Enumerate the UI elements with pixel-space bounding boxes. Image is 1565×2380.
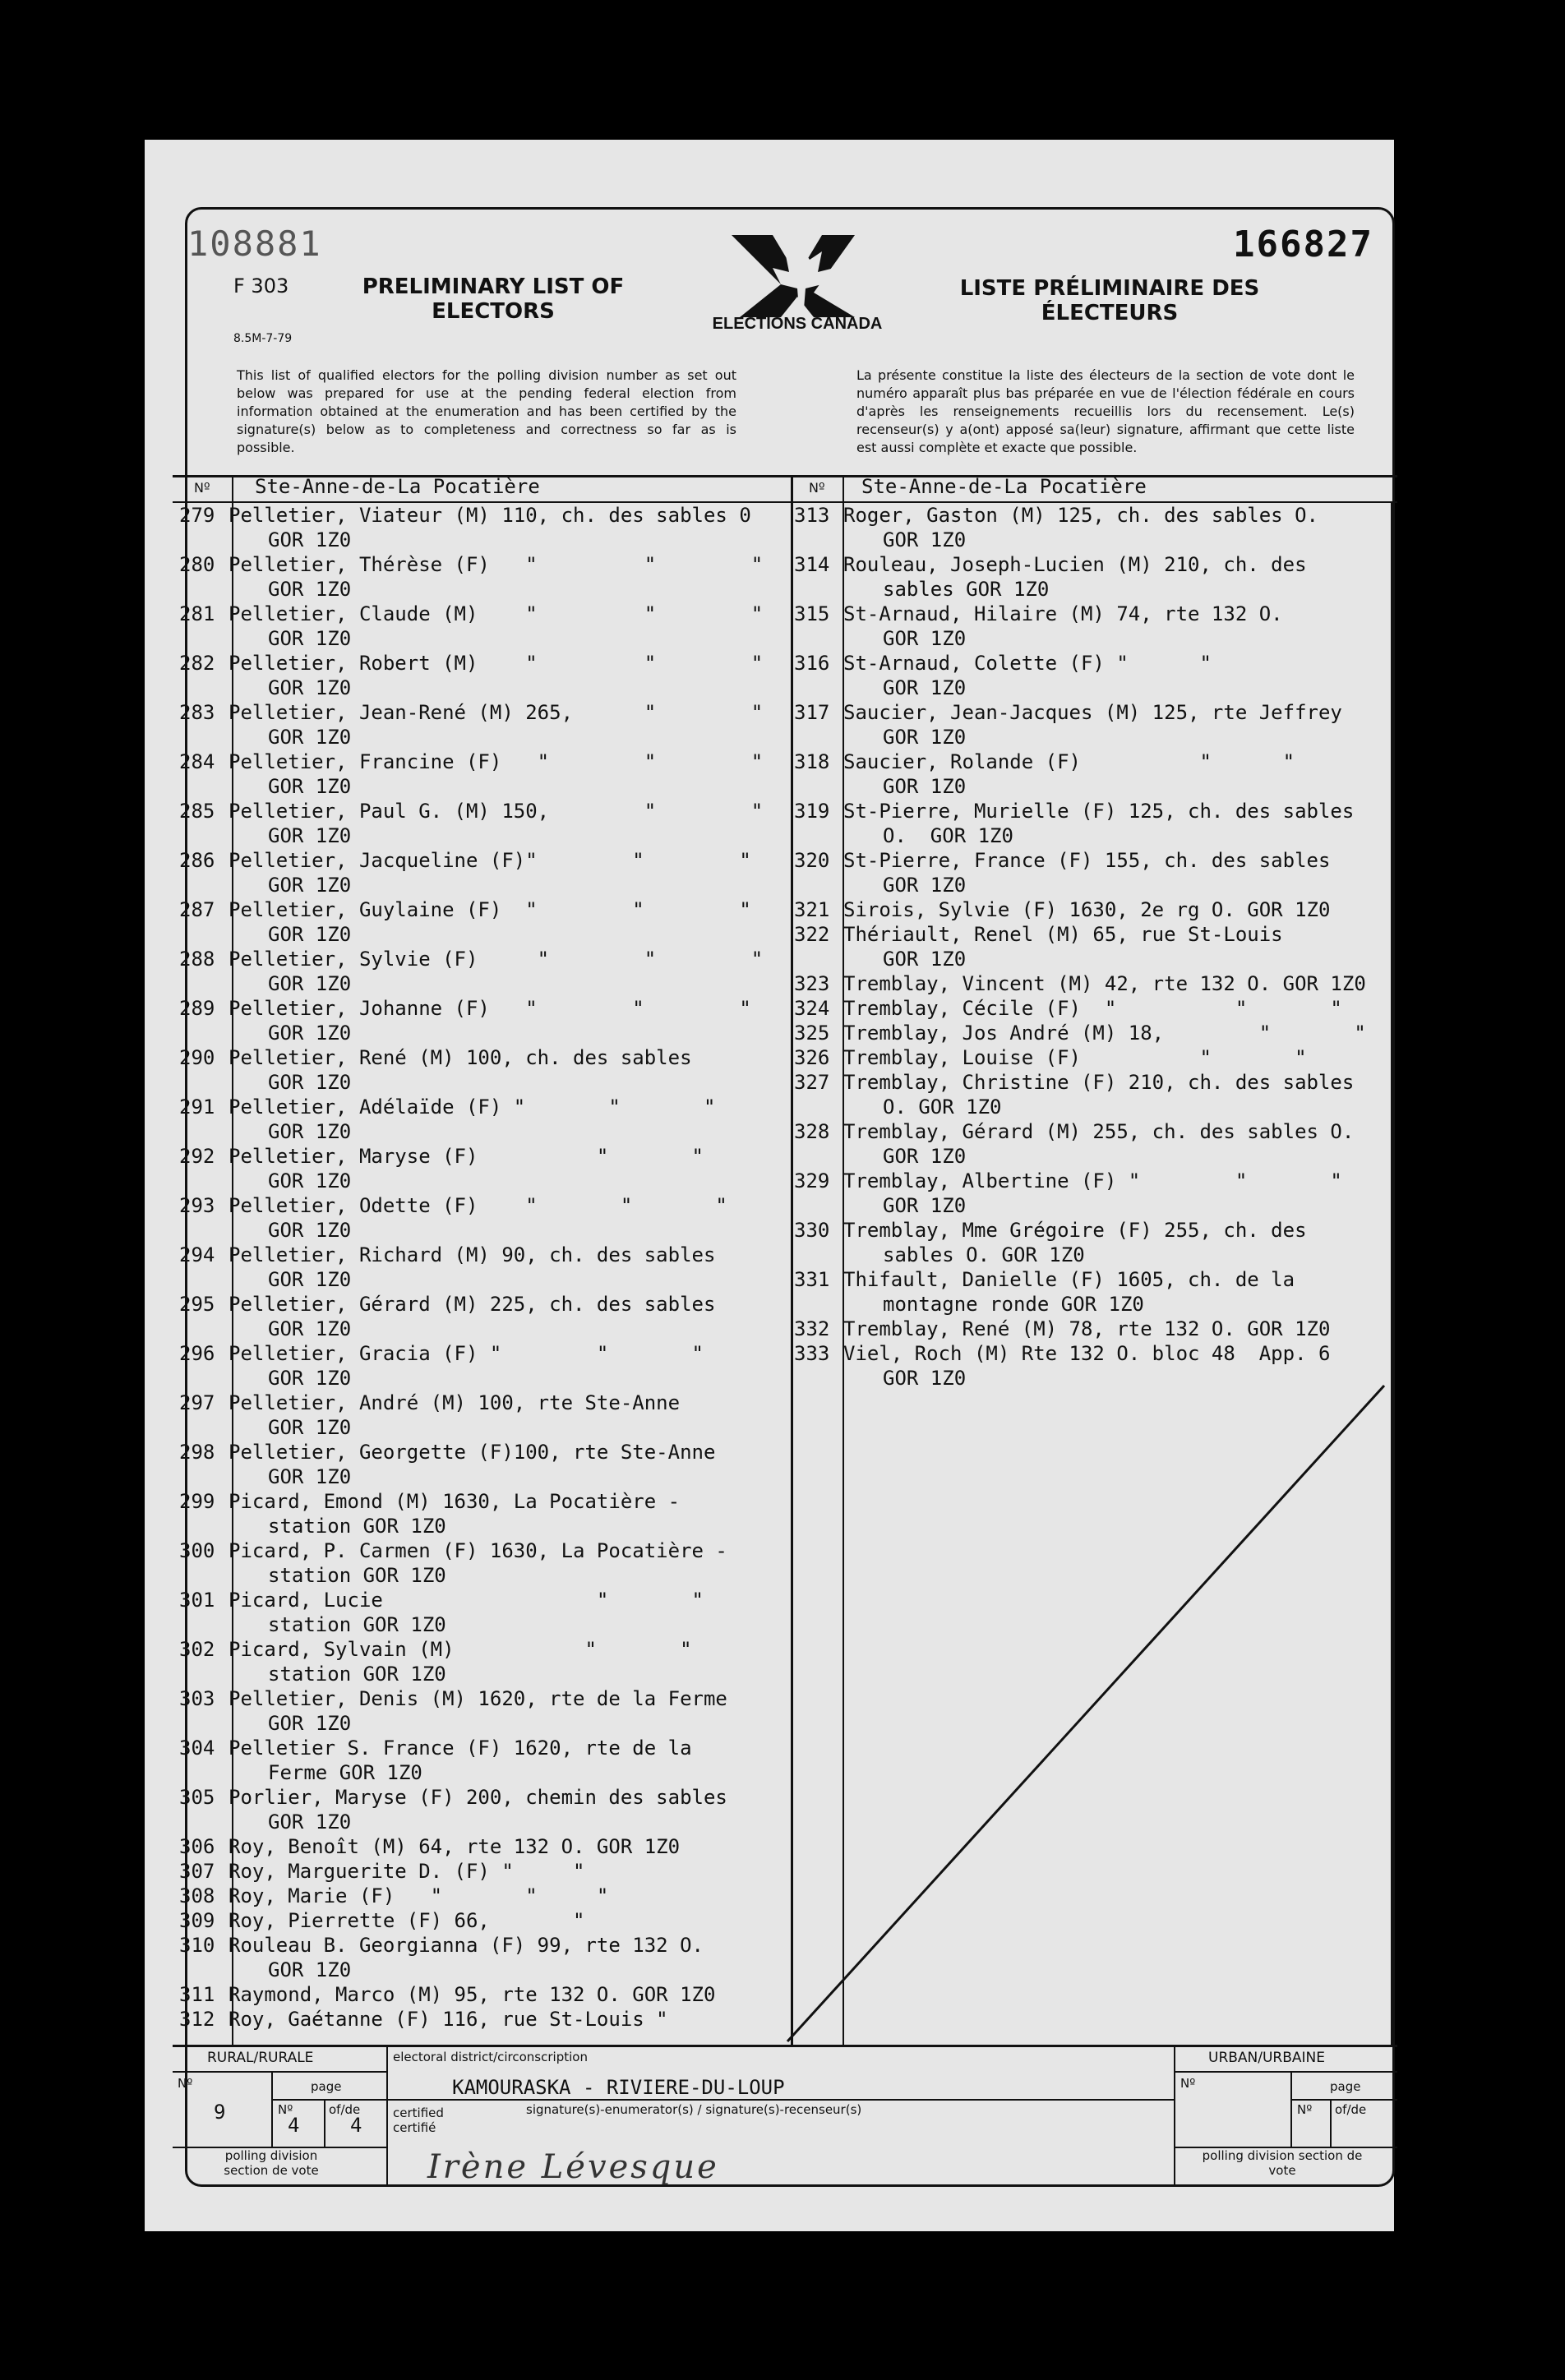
elector-line-1: Tremblay, Cécile (F) " " " (843, 997, 1342, 1020)
print-code: 8.5M-7-79 (233, 332, 293, 345)
rural-of-divider (324, 2099, 325, 2147)
elector-line-1: Tremblay, Albertine (F) " " " (843, 1169, 1342, 1192)
page-number: 4 (288, 2114, 300, 2137)
elector-number: 295 (179, 1293, 215, 1316)
elector-line-2: GOR 1Z0 (883, 1367, 967, 1390)
rural-polling-label: polling division section de vote (224, 2148, 319, 2178)
elector-number: 323 (794, 972, 830, 995)
elector-number: 309 (179, 1909, 215, 1932)
elector-line-1: Tremblay, Christine (F) 210, ch. des sables (843, 1071, 1355, 1094)
elector-number: 303 (179, 1687, 215, 1710)
elector-line-2: sables O. GOR 1Z0 (883, 1243, 1085, 1266)
elector-line-1: Pelletier, Claude (M) " " " (229, 602, 764, 625)
elector-number: 307 (179, 1860, 215, 1883)
rural-no-divider (271, 2073, 273, 2147)
elector-line-1: Raymond, Marco (M) 95, rte 132 O. GOR 1Z0 (229, 1983, 716, 2006)
elector-line-2: GOR 1Z0 (268, 923, 352, 946)
elector-number: 314 (794, 553, 830, 576)
elector-line-2: GOR 1Z0 (268, 972, 352, 995)
elector-line-1: Pelletier, André (M) 100, rte Ste-Anne (229, 1391, 681, 1414)
elector-line-2: sables GOR 1Z0 (883, 578, 1050, 601)
elector-number: 297 (179, 1391, 215, 1414)
elector-line-2: GOR 1Z0 (268, 1071, 352, 1094)
elector-line-1: Pelletier, Richard (M) 90, ch. des sables (229, 1243, 716, 1266)
elector-number: 325 (794, 1022, 830, 1045)
elector-line-1: St-Arnaud, Colette (F) " " (843, 652, 1212, 675)
right-place-header: Ste-Anne-de-La Pocatière (861, 475, 1147, 498)
elector-line-1: Pelletier, Jacqueline (F)" " " (229, 849, 751, 872)
elector-line-2: GOR 1Z0 (883, 775, 967, 798)
elector-line-1: Pelletier, Maryse (F) " " (229, 1145, 704, 1168)
elector-line-1: Pelletier, Paul G. (M) 150, " " (229, 800, 764, 823)
elector-number: 293 (179, 1194, 215, 1217)
elector-number: 306 (179, 1835, 215, 1858)
elector-line-1: Pelletier, Georgette (F)100, rte Ste-Anne (229, 1441, 716, 1464)
elector-number: 320 (794, 849, 830, 872)
urban-page-rule (1290, 2099, 1397, 2101)
elector-number: 333 (794, 1342, 830, 1365)
elector-line-2: GOR 1Z0 (268, 1465, 352, 1488)
footer-divider-right (1174, 2045, 1175, 2184)
elector-number: 315 (794, 602, 830, 625)
elector-line-1: Tremblay, Mme Grégoire (F) 255, ch. des (843, 1219, 1307, 1242)
serial-stamp: 108881 (187, 224, 322, 264)
elector-line-1: Roy, Marie (F) " " " (229, 1884, 609, 1907)
page-total: 4 (350, 2114, 362, 2137)
elector-number: 288 (179, 948, 215, 971)
rural-no-label: Nº (178, 2076, 193, 2091)
enumerator-signature: Irène Lévesque (427, 2148, 719, 2186)
elector-number: 327 (794, 1071, 830, 1094)
elector-line-2: GOR 1Z0 (268, 726, 352, 749)
title-english: PRELIMINARY LIST OF ELECTORS (362, 274, 625, 324)
elector-line-1: Pelletier, Robert (M) " " " (229, 652, 764, 675)
elector-line-1: Roy, Marguerite D. (F) " " (229, 1860, 585, 1883)
elector-line-1: Sirois, Sylvie (F) 1630, 2e rg O. GOR 1Z0 (843, 898, 1331, 921)
footer-top-rule (173, 2045, 1397, 2047)
logo-text: ELECTIONS CANADA (712, 315, 883, 333)
elector-line-1: Viel, Roch (M) Rte 132 O. bloc 48 App. 6 (843, 1342, 1331, 1365)
elector-line-1: Picard, P. Carmen (F) 1630, La Pocatière - (229, 1539, 727, 1562)
elector-line-1: Picard, Lucie " " (229, 1589, 704, 1612)
urban-no-label: Nº (1180, 2076, 1196, 2091)
urban-page-no-label: Nº (1297, 2102, 1313, 2117)
elector-line-2: Ferme GOR 1Z0 (268, 1761, 422, 1784)
elector-line-1: Pelletier, Thérèse (F) " " " (229, 553, 764, 576)
elector-number: 312 (179, 2008, 215, 2031)
elector-line-2: GOR 1Z0 (883, 627, 967, 650)
elector-number: 317 (794, 701, 830, 724)
urban-of-label: of/de (1335, 2102, 1367, 2117)
elector-number: 308 (179, 1884, 215, 1907)
elector-line-1: Saucier, Rolande (F) " " (843, 750, 1295, 773)
elector-number: 313 (794, 504, 830, 527)
elector-line-2: GOR 1Z0 (268, 775, 352, 798)
elector-line-2: GOR 1Z0 (268, 1712, 352, 1735)
elector-line-1: St-Pierre, Murielle (F) 125, ch. des sables (843, 800, 1355, 823)
urban-polling-label: polling division section de vote (1202, 2148, 1363, 2178)
elector-line-2: GOR 1Z0 (268, 874, 352, 897)
elector-line-2: GOR 1Z0 (268, 676, 352, 699)
elector-line-1: Porlier, Maryse (F) 200, chemin des sables (229, 1786, 727, 1809)
elector-line-2: GOR 1Z0 (883, 726, 967, 749)
urban-label: URBAN/URBAINE (1208, 2050, 1326, 2066)
elector-line-1: Roger, Gaston (M) 125, ch. des sables O. (843, 504, 1318, 527)
elector-line-2: GOR 1Z0 (268, 1367, 352, 1390)
elector-line-1: Tremblay, René (M) 78, rte 132 O. GOR 1Z0 (843, 1317, 1331, 1340)
elector-line-1: Roy, Pierrette (F) 66, " (229, 1909, 585, 1932)
elector-line-2: GOR 1Z0 (268, 627, 352, 650)
elector-number: 304 (179, 1737, 215, 1760)
elector-line-1: Tremblay, Gérard (M) 255, ch. des sables O. (843, 1120, 1355, 1143)
elector-line-1: Tremblay, Louise (F) " " (843, 1046, 1307, 1069)
elector-number: 299 (179, 1490, 215, 1513)
elector-number: 292 (179, 1145, 215, 1168)
serial-number: 166827 (1233, 224, 1373, 265)
elector-line-1: Roy, Gaétanne (F) 116, rue St-Louis " (229, 2008, 668, 2031)
rural-page-label: page (311, 2079, 342, 2094)
elector-number: 282 (179, 652, 215, 675)
elector-line-2: GOR 1Z0 (268, 1219, 352, 1242)
elector-number: 284 (179, 750, 215, 773)
elector-number: 281 (179, 602, 215, 625)
polling-division-number: 9 (214, 2101, 226, 2124)
elector-number: 328 (794, 1120, 830, 1143)
rural-label: RURAL/RURALE (207, 2050, 314, 2066)
elector-line-2: GOR 1Z0 (268, 1317, 352, 1340)
intro-english: This list of qualified electors for the polling division number as set out below was prepared for use at the pending federal election from information obtained at the enumeration and has been certified by the signature(s) below as to completeness and correctness so far as is possible. (237, 367, 736, 455)
urban-of-divider (1330, 2099, 1332, 2147)
intro-french: La présente constitue la liste des électeurs de la section de vote dont le numéro apparaît plus bas préparée en vue de l'élection fédérale en cours d'après les renseignements recueillis lors du recensement. Le(s) recenseur(s) y a(ont) apposé sa(leur) signature, affirmant que cette liste est aussi complète et exacte que possible. (856, 367, 1355, 455)
rural-page-no-label: Nº (278, 2102, 293, 2117)
urban-no-divider (1290, 2073, 1292, 2147)
elector-line-1: Pelletier, Gracia (F) " " " (229, 1342, 704, 1365)
elector-line-1: Pelletier, Johanne (F) " " " (229, 997, 751, 1020)
elector-number: 326 (794, 1046, 830, 1069)
elector-line-1: Thifault, Danielle (F) 1605, ch. de la (843, 1268, 1295, 1291)
elector-number: 289 (179, 997, 215, 1020)
right-number-header: Nº (809, 480, 825, 496)
elector-line-1: St-Pierre, France (F) 155, ch. des sables (843, 849, 1331, 872)
elector-line-2: GOR 1Z0 (268, 1958, 352, 1981)
elector-line-1: Pelletier, Viateur (M) 110, ch. des sables 0 (229, 504, 751, 527)
elector-line-2: station GOR 1Z0 (268, 1564, 446, 1587)
elector-line-1: Pelletier, Gérard (M) 225, ch. des sables (229, 1293, 716, 1316)
elector-line-2: GOR 1Z0 (268, 1022, 352, 1045)
elector-line-2: O. GOR 1Z0 (883, 824, 1013, 847)
elector-number: 290 (179, 1046, 215, 1069)
elector-line-1: Thériault, Renel (M) 65, rue St-Louis (843, 923, 1283, 946)
elector-line-2: GOR 1Z0 (883, 528, 967, 551)
elector-line-1: Picard, Emond (M) 1630, La Pocatière - (229, 1490, 681, 1513)
elector-line-2: GOR 1Z0 (268, 1416, 352, 1439)
elector-line-1: Tremblay, Jos André (M) 18, " " (843, 1022, 1366, 1045)
elector-number: 321 (794, 898, 830, 921)
electoral-district: KAMOURASKA - RIVIERE-DU-LOUP (452, 2076, 785, 2099)
elector-line-1: Pelletier, René (M) 100, ch. des sables (229, 1046, 692, 1069)
elector-line-2: GOR 1Z0 (268, 824, 352, 847)
elector-number: 287 (179, 898, 215, 921)
urban-header-rule (1175, 2071, 1397, 2073)
elector-line-2: GOR 1Z0 (268, 1268, 352, 1291)
elector-line-1: Tremblay, Vincent (M) 42, rte 132 O. GOR 1Z0 (843, 972, 1366, 995)
elector-line-1: Rouleau B. Georgianna (F) 99, rte 132 O. (229, 1934, 704, 1957)
elector-line-2: GOR 1Z0 (883, 1145, 967, 1168)
elector-number: 322 (794, 923, 830, 946)
elector-number: 279 (179, 504, 215, 527)
elector-line-2: GOR 1Z0 (268, 578, 352, 601)
elector-line-1: Pelletier, Francine (F) " " " (229, 750, 764, 773)
elector-number: 296 (179, 1342, 215, 1365)
elector-line-1: Saucier, Jean-Jacques (M) 125, rte Jeffrey (843, 701, 1342, 724)
elector-number: 291 (179, 1095, 215, 1119)
elector-number: 329 (794, 1169, 830, 1192)
elector-number: 311 (179, 1983, 215, 2006)
elector-number: 283 (179, 701, 215, 724)
left-place-header: Ste-Anne-de-La Pocatière (255, 475, 540, 498)
elector-line-1: Picard, Sylvain (M) " " (229, 1638, 692, 1661)
elector-line-2: GOR 1Z0 (883, 676, 967, 699)
title-french: LISTE PRÉLIMINAIRE DES ÉLECTEURS (959, 276, 1260, 325)
elector-line-2: GOR 1Z0 (883, 1194, 967, 1217)
rural-header-rule (173, 2071, 388, 2073)
elector-line-2: GOR 1Z0 (268, 528, 352, 551)
elector-line-2: GOR 1Z0 (268, 1120, 352, 1143)
elector-number: 285 (179, 800, 215, 823)
elector-line-2: GOR 1Z0 (268, 1810, 352, 1833)
elector-number: 305 (179, 1786, 215, 1809)
elector-line-1: Rouleau, Joseph-Lucien (M) 210, ch. des (843, 553, 1307, 576)
elector-line-1: Pelletier, Adélaïde (F) " " " (229, 1095, 716, 1119)
elector-line-2: GOR 1Z0 (883, 948, 967, 971)
elector-number: 324 (794, 997, 830, 1020)
elector-line-2: station GOR 1Z0 (268, 1613, 446, 1636)
elector-line-2: O. GOR 1Z0 (883, 1095, 1002, 1119)
elector-line-1: Pelletier, Jean-René (M) 265, " " (229, 701, 764, 724)
certified-label: certified certifié (393, 2106, 444, 2135)
elector-line-1: Pelletier, Odette (F) " " " (229, 1194, 727, 1217)
footer-divider-left (386, 2045, 388, 2184)
elector-line-2: station GOR 1Z0 (268, 1515, 446, 1538)
elector-line-1: Pelletier, Sylvie (F) " " " (229, 948, 764, 971)
elector-number: 316 (794, 652, 830, 675)
district-label: electoral district/circonscription (393, 2050, 588, 2064)
elector-number: 310 (179, 1934, 215, 1957)
rural-of-label: of/de (329, 2102, 361, 2117)
elector-number: 280 (179, 553, 215, 576)
elector-line-2: GOR 1Z0 (883, 874, 967, 897)
elector-line-2: station GOR 1Z0 (268, 1663, 446, 1686)
elector-number: 298 (179, 1441, 215, 1464)
elector-line-2: GOR 1Z0 (268, 1169, 352, 1192)
elector-number: 332 (794, 1317, 830, 1340)
elector-line-1: Pelletier S. France (F) 1620, rte de la (229, 1737, 692, 1760)
elector-line-1: Pelletier, Denis (M) 1620, rte de la Ferme (229, 1687, 727, 1710)
signature-label: signature(s)-enumerator(s) / signature(s)-recenseur(s) (526, 2102, 862, 2117)
elector-number: 318 (794, 750, 830, 773)
elector-number: 294 (179, 1243, 215, 1266)
elector-number: 301 (179, 1589, 215, 1612)
elector-number: 330 (794, 1219, 830, 1242)
form-code: F 303 (233, 274, 289, 298)
left-number-header: Nº (194, 480, 210, 496)
elector-line-1: Pelletier, Guylaine (F) " " " (229, 898, 751, 921)
elector-line-1: St-Arnaud, Hilaire (M) 74, rte 132 O. (843, 602, 1283, 625)
urban-page-label: page (1330, 2079, 1361, 2094)
elector-line-2: montagne ronde GOR 1Z0 (883, 1293, 1144, 1316)
district-rule (388, 2099, 1175, 2101)
elector-line-1: Roy, Benoît (M) 64, rte 132 O. GOR 1Z0 (229, 1835, 681, 1858)
elector-number: 286 (179, 849, 215, 872)
elector-number: 300 (179, 1539, 215, 1562)
rural-page-rule (271, 2099, 388, 2101)
elector-number: 302 (179, 1638, 215, 1661)
elector-number: 319 (794, 800, 830, 823)
elector-number: 331 (794, 1268, 830, 1291)
